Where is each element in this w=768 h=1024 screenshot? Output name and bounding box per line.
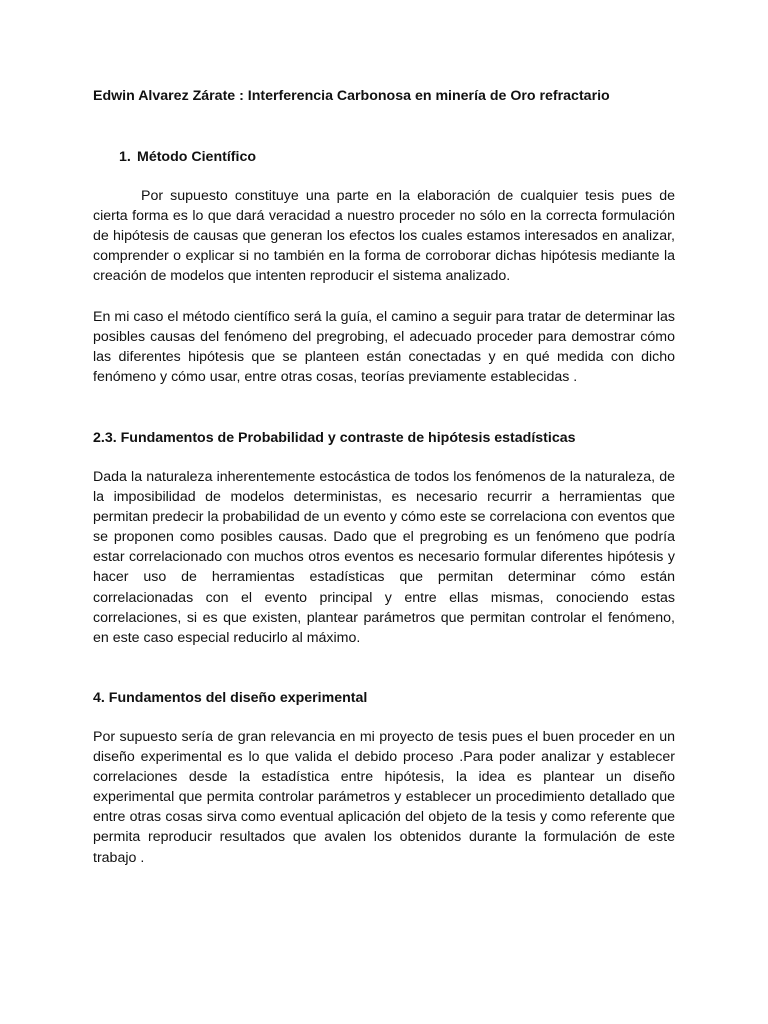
section-1-number: 1. [119,149,131,165]
section-4-paragraph: Por supuesto sería de gran relevancia en mi proyecto de tesis pues el buen proceder en un diseño experimental es lo que valida el debido proceso .Para poder analizar y establecer correlaciones desde la estadística entre hipótesis, la idea es plantear un diseño experimental que permita controlar parámetros y establecer un procedimiento detallado que entre otras cosas sirva como eventual aplicación del objeto de la tesis y como referente que permita reproducir resultados que avalen los obtenidos durante la formulación de este trabajo . [93,729,675,866]
section-4-heading: 4. Fundamentos del diseño experimental [93,690,368,706]
section-2-3-paragraph: Dada la naturaleza inherentemente estocástica de todos los fenómenos de la naturaleza, de la imposibilidad de modelos deterministas, es necesario recurrir a herramientas que permitan predecir la probabilidad de un evento y cómo este se correlaciona con eventos que se proponen como posibles causas. Dado que el pregrobing es un fenómeno que podría estar correlacionado con muchos otros eventos es necesario formular diferentes hipótesis y hacer uso de herramientas estadísticas que permitan determinar cómo están correlacionadas con el evento principal y entre ellas mismas, conociendo estas correlaciones, si es que existen, plantear parámetros que permitan controlar el fenómeno, en este caso especial reducirlo al máximo. [93,469,675,646]
section-2-3-heading: 2.3. Fundamentos de Probabilidad y contraste de hipótesis estadísticas [93,430,576,446]
section-1-heading [119,147,256,167]
document-title: Edwin Alvarez Zárate : Interferencia Carbonosa en minería de Oro refractario [93,88,610,104]
section-1-paragraph-1: Por supuesto constituye una parte en la elaboración de cualquier tesis pues de cierta forma es lo que dará veracidad a nuestro proceder no sólo en la correcta formulación de hipótesis de causas que generan los efectos los cuales estamos interesados en analizar, comprender o explicar si no también en la forma de corroborar dichas hipótesis mediante la creación de modelos que intenten reproducir el sistema analizado. [93,188,675,285]
document-page [93,0,675,1024]
section-1-paragraph-2: En mi caso el método científico será la guía, el camino a seguir para tratar de determinar las posibles causas del fenómeno del pregrobing, el adecuado proceder para demostrar cómo las diferentes hipótesis que se planteen están conectadas y en qué medida con dicho fenómeno y cómo usar, entre otras cosas, teorías previamente establecidas . [93,309,675,386]
section-1-heading-text: Método Científico [137,149,257,165]
